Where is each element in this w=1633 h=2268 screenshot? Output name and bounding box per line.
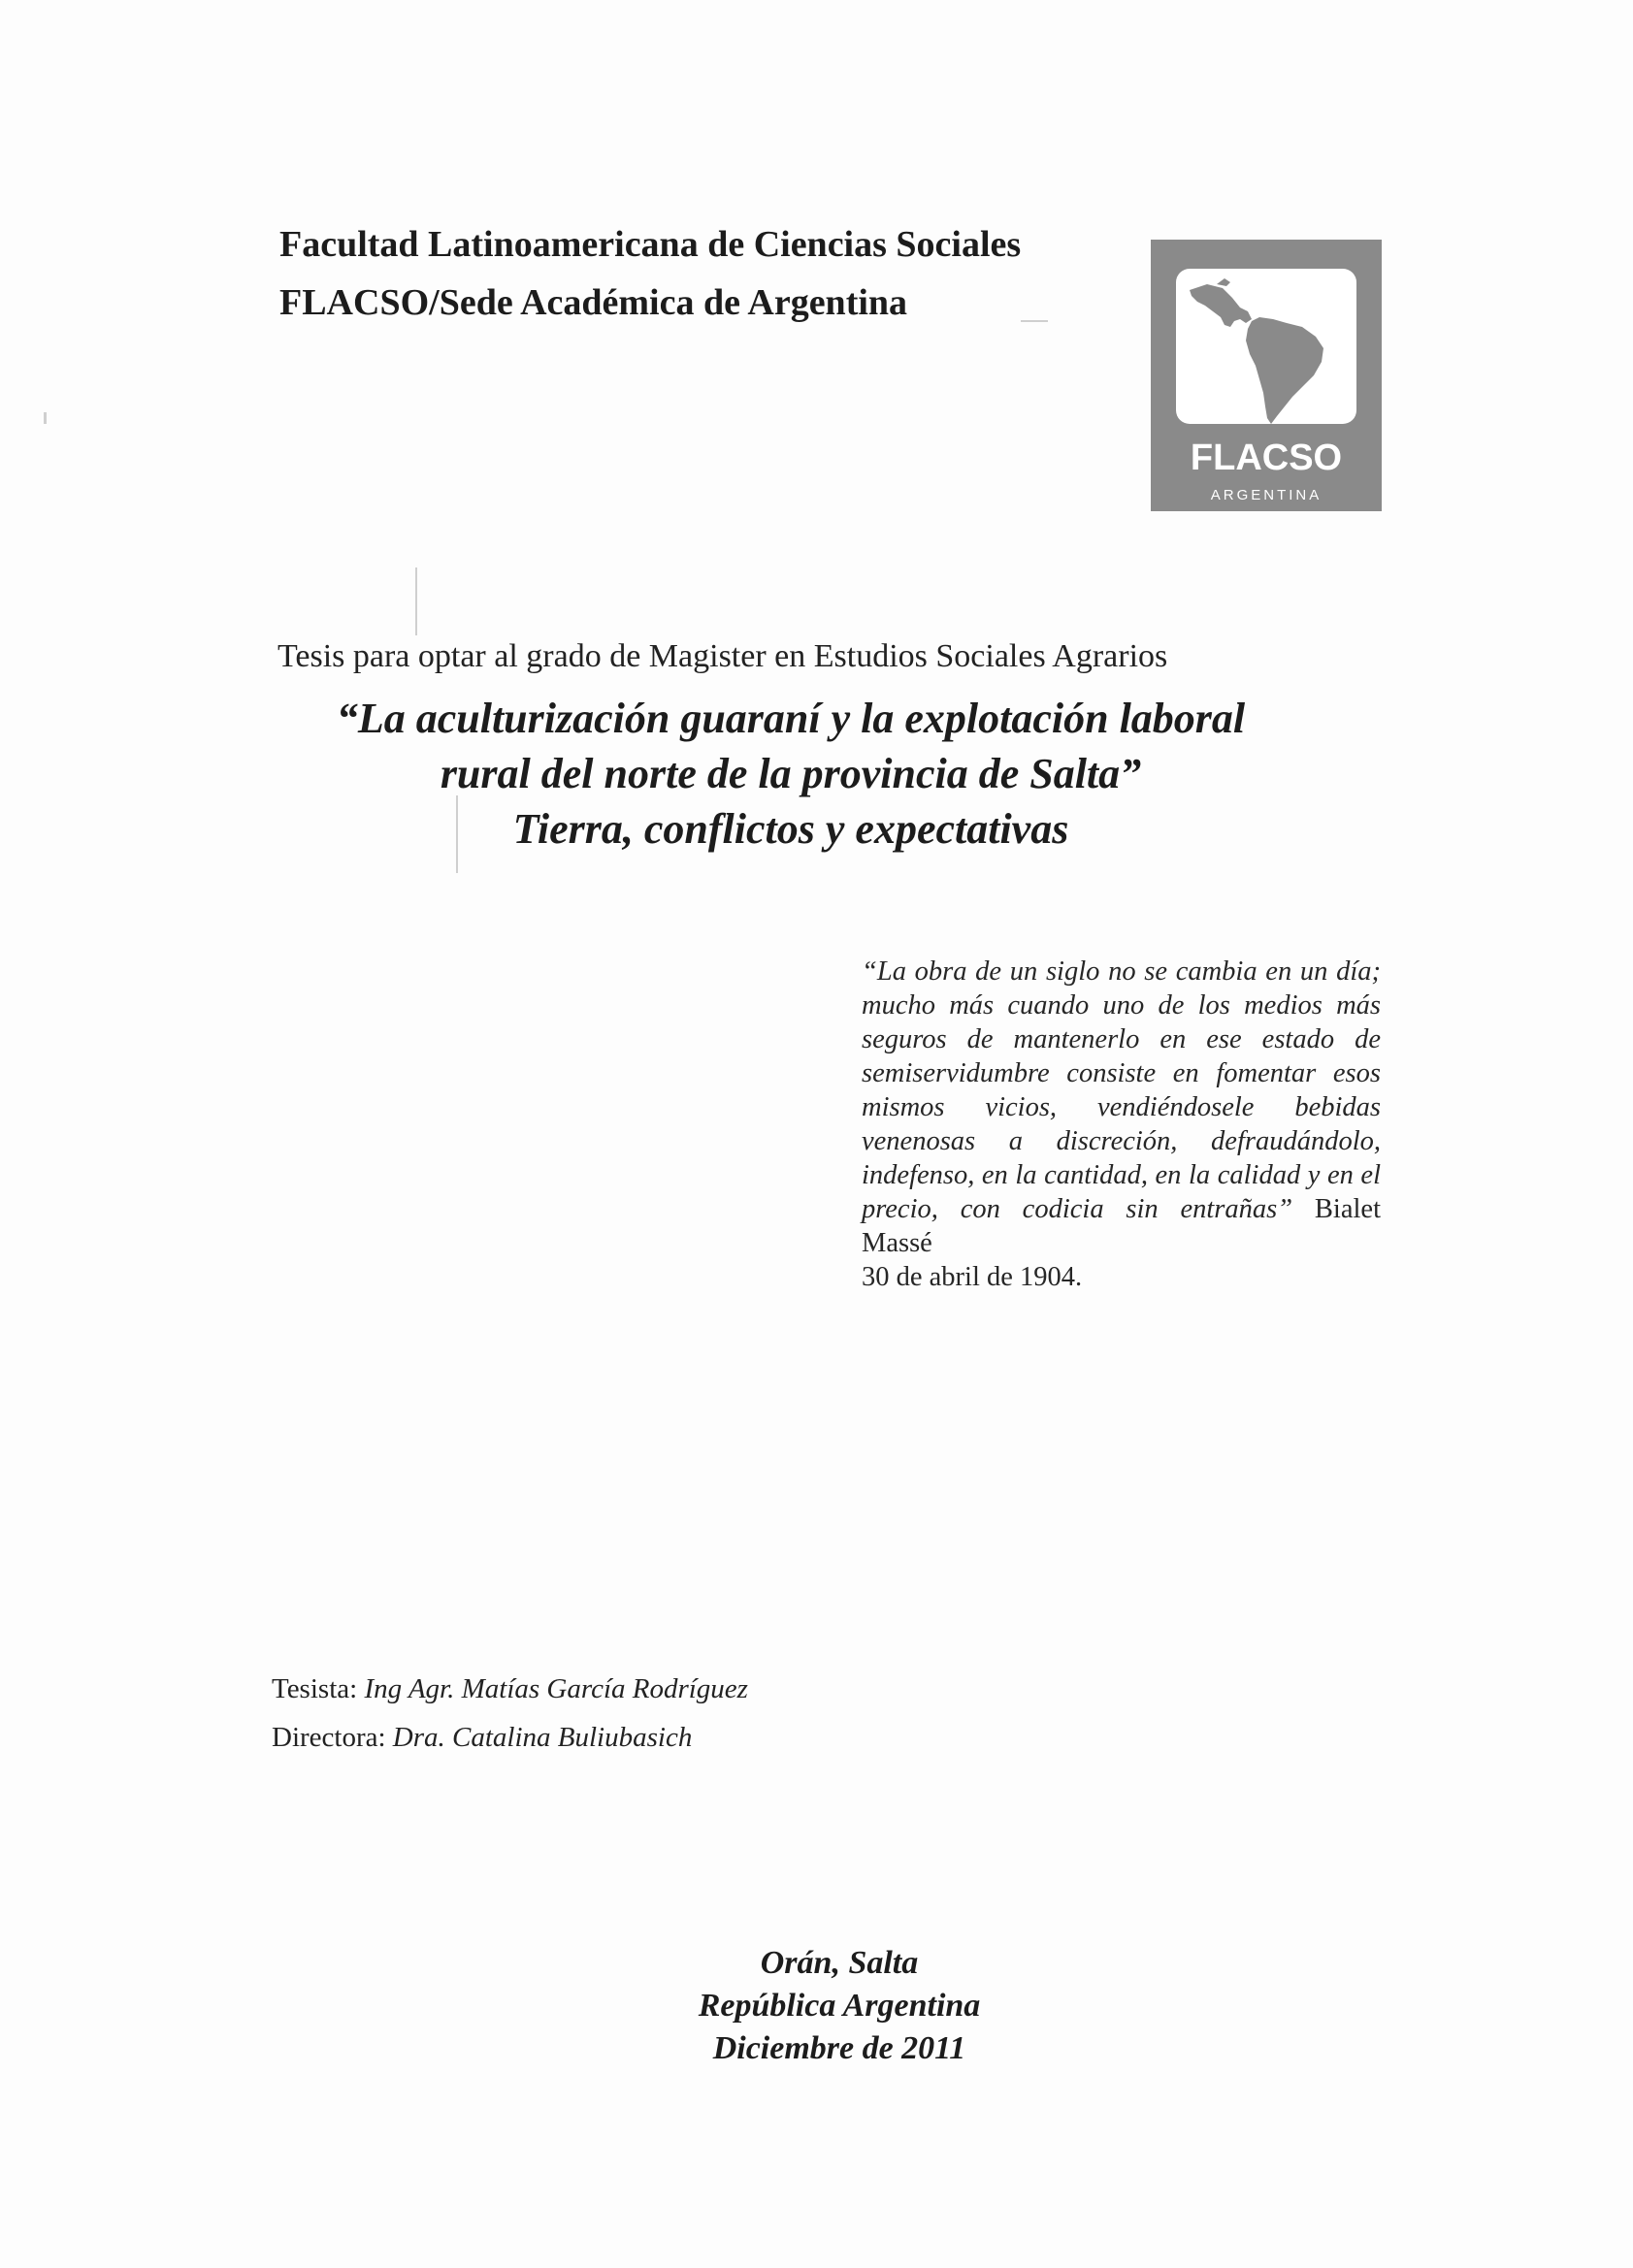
credits — [272, 1665, 748, 1762]
epigraph — [862, 955, 1381, 1294]
epigraph-date: 30 de abril de 1904. — [862, 1262, 1083, 1292]
scan-mark — [1021, 320, 1048, 322]
title-line-1: “La aculturización guaraní y la explotación laboral — [336, 695, 1246, 742]
footer-place: Orán, Salta — [760, 1945, 919, 1981]
place-date-footer — [524, 1942, 1155, 2070]
institution-seat: FLACSO/Sede Académica de Argentina — [279, 282, 908, 323]
directora-label: Directora: — [272, 1722, 386, 1753]
tesista-label: Tesista: — [272, 1673, 358, 1704]
epigraph-author: Bialet Massé — [862, 1194, 1381, 1258]
latin-america-map-icon — [1151, 240, 1382, 511]
footer-country: República Argentina — [698, 1988, 981, 2024]
degree-line: Tesis para optar al grado de Magister en Estudios Sociales Agrarios — [278, 638, 1168, 674]
logo-subtitle: ARGENTINA — [1210, 487, 1323, 503]
tesista-name: Ing Agr. Matías García Rodríguez — [364, 1673, 748, 1704]
institution-name: Facultad Latinoamericana de Ciencias Sociales — [279, 224, 1022, 265]
directora-name: Dra. Catalina Buliubasich — [392, 1722, 693, 1753]
scan-mark — [44, 412, 47, 424]
title-line-3: Tierra, conflictos y expectativas — [512, 805, 1069, 853]
tesista-row — [272, 1665, 748, 1713]
logo-wordmark: FLACSO — [1190, 437, 1343, 478]
institution-header — [279, 215, 1021, 332]
thesis-title — [233, 691, 1349, 857]
title-line-2: rural del norte de la provincia de Salta” — [440, 750, 1142, 797]
epigraph-quote: “La obra de un siglo no se cambia en un día; mucho más cuando uno de los medios más seguros de mantenerlo en ese estado de semiservidumbre consiste en fomentar esos mismos vicios, vendiéndosele bebidas venenosas a discreción, defraudándolo, indefenso, en la cantidad, en la calidad y en el precio, con codicia sin entrañas” — [862, 956, 1381, 1224]
scan-mark — [415, 567, 417, 635]
footer-date: Diciembre de 2011 — [712, 2030, 966, 2066]
directora-row — [272, 1713, 748, 1762]
flacso-logo — [1151, 240, 1382, 511]
